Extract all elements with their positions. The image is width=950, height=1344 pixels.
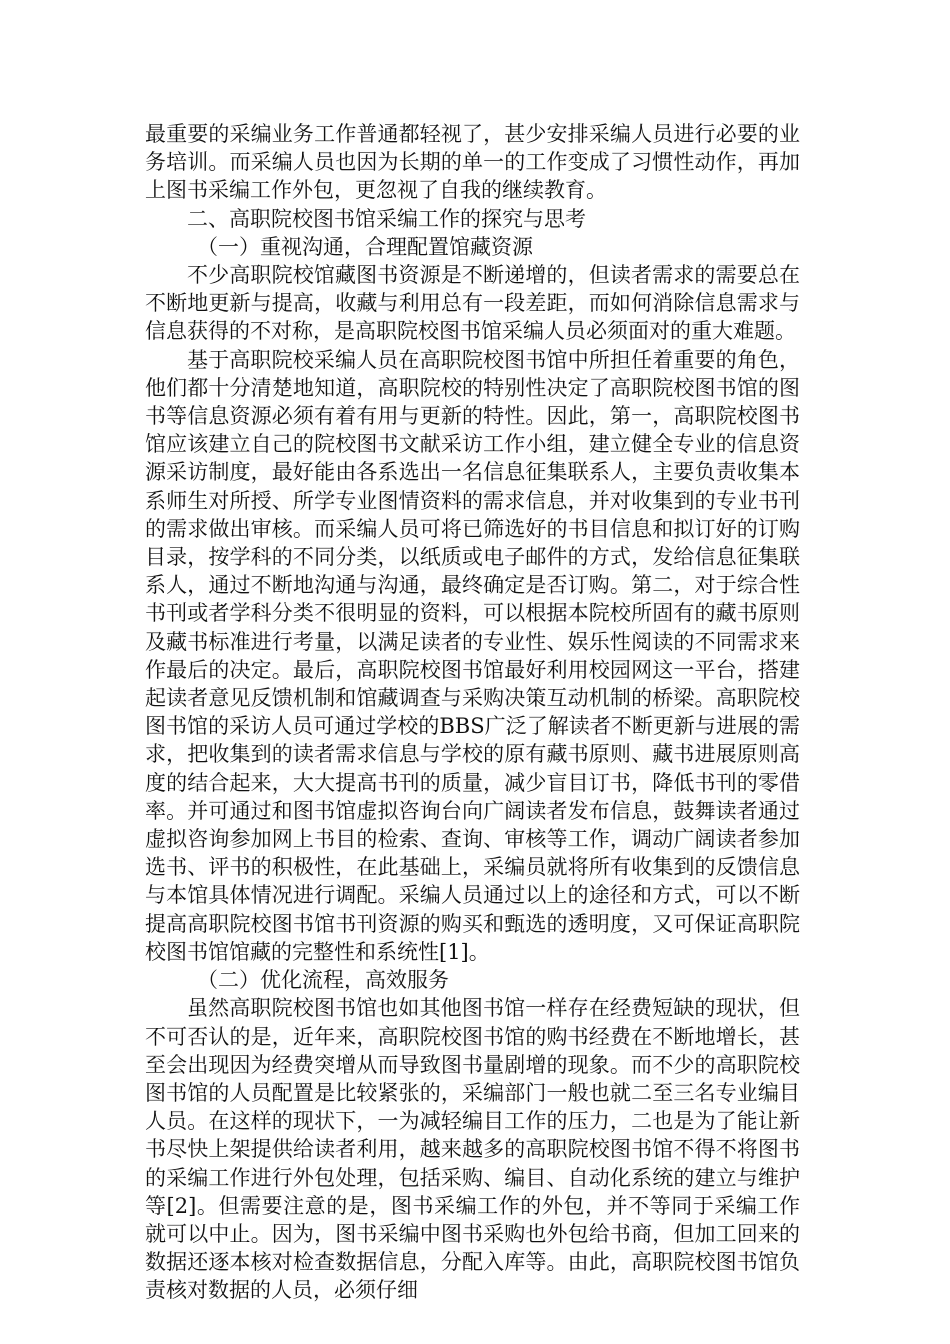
body-paragraph: 不少高职院校馆藏图书资源是不断递增的，但读者需求的需要总在不断地更新与提高，收藏与利用总有一段差距，而如何消除信息需求与信息获得的不对称，是高职院校图书馆采编人员必须面对的重大难题。 <box>145 263 800 344</box>
section-heading: 二、高职院校图书馆采编工作的探究与思考 <box>187 206 586 231</box>
subsection-heading: （二）优化流程，高效服务 <box>197 968 449 993</box>
document-page <box>145 120 800 1305</box>
body-paragraph: 虽然高职院校图书馆也如其他图书馆一样存在经费短缺的现状，但不可否认的是，近年来，高职院校图书馆的购书经费在不断地增长，甚至会出现因为经费突增从而导致图书量剧增的现象。而不少的高职院校图书馆的人员配置是比较紧张的，采编部门一般也就二至三名专业编目人员。在这样的现状下，一为减轻编目工作的压力，二也是为了能让新书尽快上架提供给读者利用，越来越多的高职院校图书馆不得不将图书的采编工作进行外包处理，包括采购、编目、自动化系统的建立与维护等[2]。但需要注意的是，图书采编工作的外包，并不等同于采编工作就可以中止。因为，图书采编中图书采购也外包给书商，但加工回来的数据还逐本核对检查数据信息，分配入库等。由此，高职院校图书馆负责核对数据的人员，必须仔细 <box>145 996 800 1303</box>
body-paragraph: 最重要的采编业务工作普通都轻视了，甚少安排采编人员进行必要的业务培训。而采编人员也因为长期的单一的工作变成了习惯性动作，再加上图书采编工作外包，更忽视了自我的继续教育。 <box>145 122 800 203</box>
body-paragraph: 基于高职院校采编人员在高职院校图书馆中所担任着重要的角色，他们都十分清楚地知道，高职院校的特别性决定了高职院校图书馆的图书等信息资源必须有着有用与更新的特性。因此，第一，高职院校图书馆应该建立自己的院校图书文献采访工作小组，建立健全专业的信息资源采访制度，最好能由各系选出一名信息征集联系人，主要负责收集本系师生对所授、所学专业图情资料的需求信息，并对收集到的专业书刊的需求做出审核。而采编人员可将已筛选好的书目信息和拟订好的订购目录，按学科的不同分类，以纸质或电子邮件的方式，发给信息征集联系人，通过不断地沟通与沟通，最终确定是否订购。第二，对于综合性书刊或者学科分类不很明显的资料，可以根据本院校所固有的藏书原则及藏书标准进行考量，以满足读者的专业性、娱乐性阅读的不同需求来作最后的决定。最后，高职院校图书馆最好利用校园网这一平台，搭建起读者意见反馈机制和馆藏调查与采购决策互动机制的桥梁。高职院校图书馆的采访人员可通过学校的BBS广泛了解读者不断更新与进展的需求，把收集到的读者需求信息与学校的原有藏书原则、藏书进展原则高度的结合起来，大大提高书刊的质量，减少盲目订书，降低书刊的零借率。并可通过和图书馆虚拟咨询台向广阔读者发布信息，鼓舞读者通过虚拟咨询参加网上书目的检索、查询、审核等工作，调动广阔读者参加选书、评书的积极性，在此基础上，采编员就将所有收集到的反馈信息与本馆具体情况进行调配。采编人员通过以上的途径和方式，可以不断提高高职院校图书馆书刊资源的购买和甄选的透明度，又可保证高职院校图书馆馆藏的完整性和系统性[1]。 <box>145 347 800 964</box>
subsection-heading: （一）重视沟通，合理配置馆藏资源 <box>197 234 533 259</box>
